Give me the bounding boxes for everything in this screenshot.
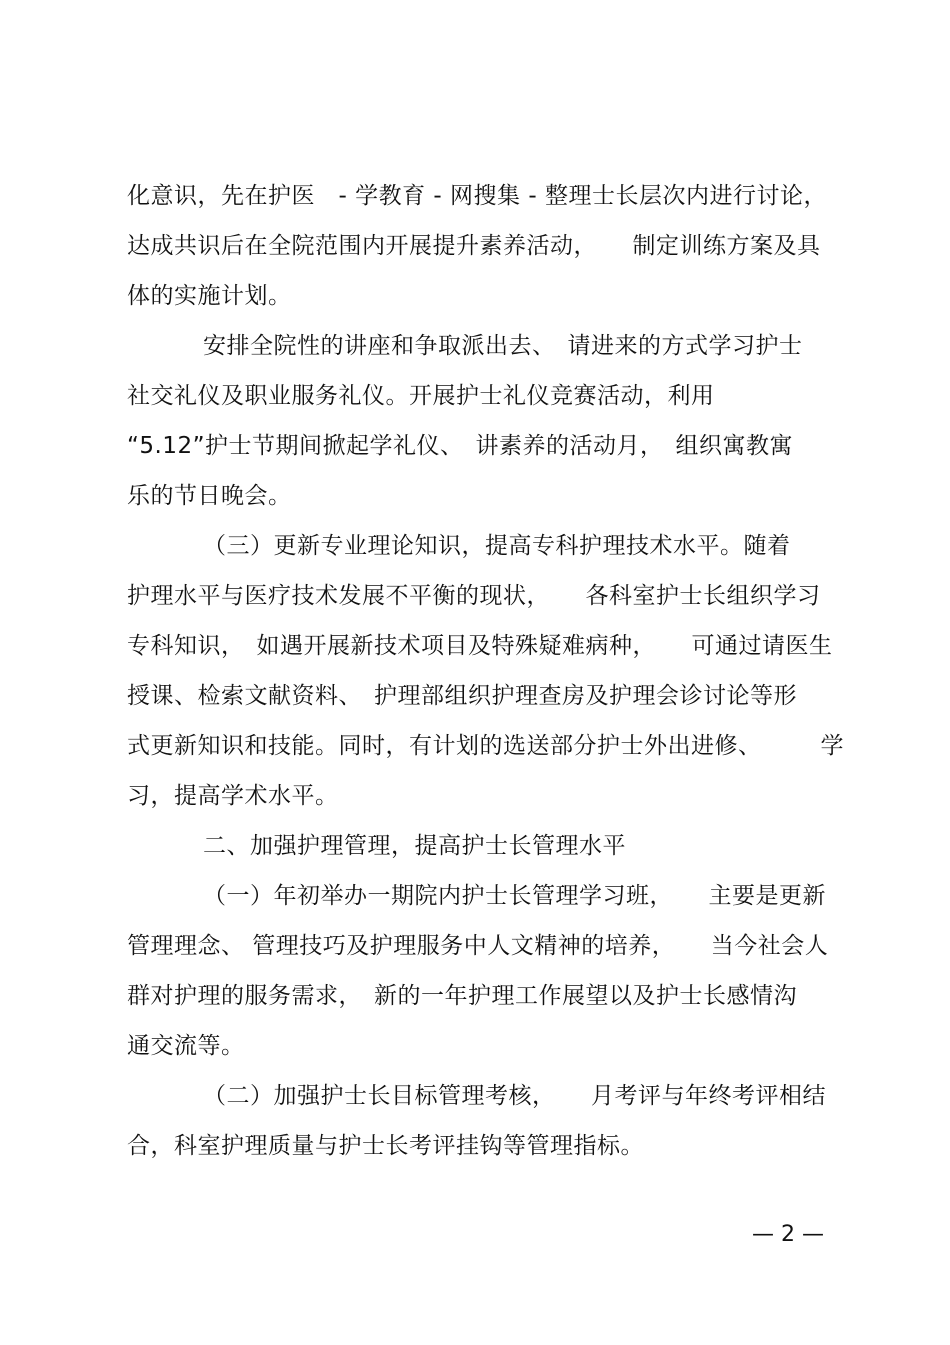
text-line: 专科知识， 如遇开展新技术项目及特殊疑难病种， 可通过请医生 bbox=[127, 633, 833, 659]
text-line: 管理理念、 管理技巧及护理服务中人文精神的培养， 当今社会人 bbox=[127, 933, 829, 959]
text-line: 安排全院性的讲座和争取派出去、 请进来的方式学习护士 bbox=[203, 333, 803, 359]
text-line: 乐的节日晚会。 bbox=[127, 483, 292, 509]
text-line: 式更新知识和技能。同时，有计划的选送部分护士外出进修、 学 bbox=[127, 733, 844, 759]
text-line: 达成共识后在全院范围内开展提升素养活动， 制定训练方案及具 bbox=[127, 233, 821, 259]
text-line: （一）年初举办一期院内护士长管理学习班， 主要是更新 bbox=[203, 883, 826, 909]
text-line: 护理水平与医疗技术发展不平衡的现状， 各科室护士长组织学习 bbox=[127, 583, 821, 609]
text-line: 体的实施计划。 bbox=[127, 283, 292, 309]
text-line: 习，提高学术水平。 bbox=[127, 783, 339, 809]
text-line: “5.12”护士节期间掀起学礼仪、 讲素养的活动月， 组织寓教寓 bbox=[127, 433, 794, 459]
page-number: — 2 — bbox=[752, 1222, 824, 1247]
text-line: （二）加强护士长目标管理考核， 月考评与年终考评相结 bbox=[203, 1083, 826, 1109]
text-line: 群对护理的服务需求， 新的一年护理工作展望以及护士长感情沟 bbox=[127, 983, 797, 1009]
text-line: 授课、检索文献资料、 护理部组织护理查房及护理会诊讨论等形 bbox=[127, 683, 797, 709]
text-line: （三）更新专业理论知识，提高专科护理技术水平。随着 bbox=[203, 533, 791, 559]
text-line: 社交礼仪及职业服务礼仪。开展护士礼仪竞赛活动，利用 bbox=[127, 383, 715, 409]
text-line: 通交流等。 bbox=[127, 1033, 245, 1059]
section-heading: 二、加强护理管理，提高护士长管理水平 bbox=[203, 833, 626, 859]
text-line: 化意识，先在护医 - 学教育 - 网搜集 - 整理士长层次内进行讨论， bbox=[127, 183, 827, 209]
text-line: 合，科室护理质量与护士长考评挂钩等管理指标。 bbox=[127, 1133, 644, 1159]
